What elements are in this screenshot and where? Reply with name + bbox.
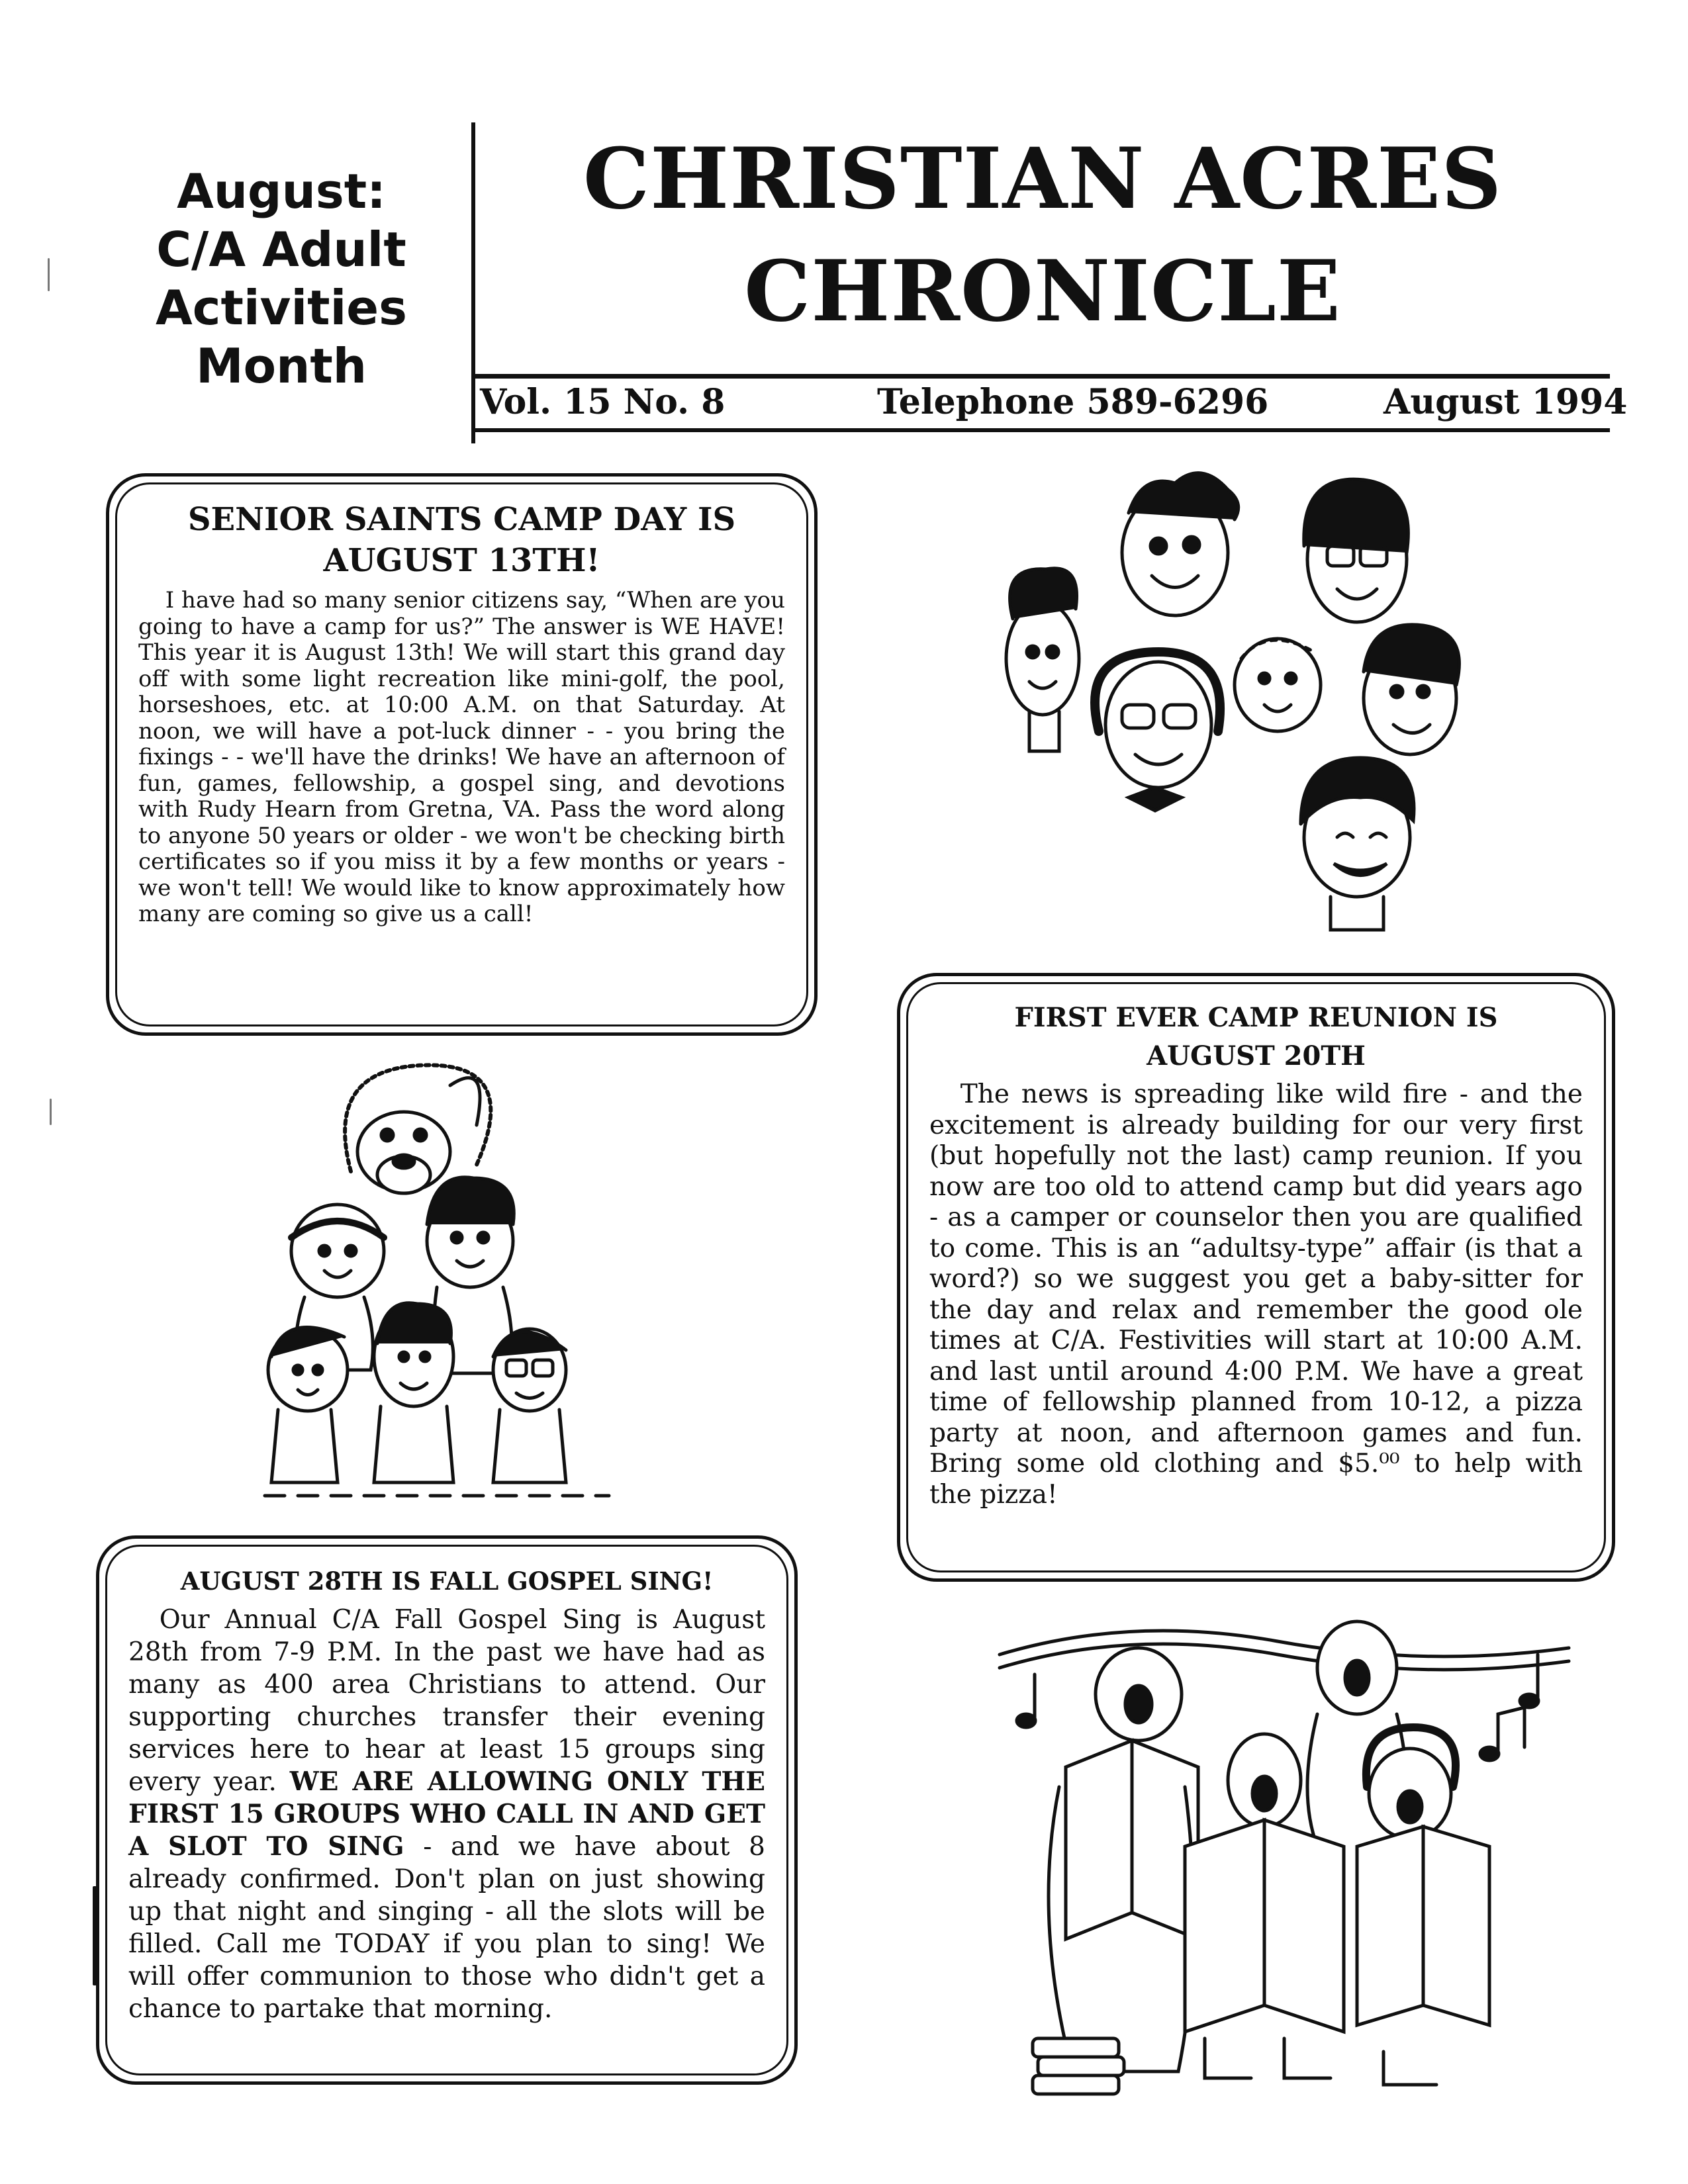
masthead-title-line: CHRISTIAN ACRES: [583, 130, 1503, 228]
article-senior-saints: [106, 473, 818, 1036]
article-body: [929, 1079, 1583, 1510]
scan-mark: [93, 1886, 97, 1985]
article-text: Our Annual C/A Fall Gospel Sing is August 28th from 7-9 P.M. In the past we have had as many as 400 area Christians to attend. Our supporting churches transfer their evening services here to hear at least 15 groups sing every year.: [128, 1605, 765, 1797]
kid-icon: [374, 1303, 453, 1482]
article-text: - and we have about 8 already confirmed. Don't plan on just showing up that night and singing - all the slots will be filled. Call me TODAY if you plan to sing! We will offer communion to those who didn't get a chance to partake that morning.: [128, 1832, 765, 2024]
face-icon: [1301, 758, 1414, 930]
book-stack-icon: [1033, 2038, 1124, 2094]
article-frame: [115, 482, 808, 1026]
side-note: [139, 162, 424, 395]
dog-icon: [345, 1065, 491, 1193]
article-paragraph: The news is spreading like wild fire - and the excitement is already building for our very first (but hopefully not the last) camp reunion. If you now are too old to attend camp but did years ago - as a camper or counselor then you are qualified to come. This is an “adultsy-type” affair (is that a word?) so we suggest you get a baby-sitter for the day and relax and remember the good ole times at C/A. Festivities will start at 10:00 A.M. and last until around 4:00 P.M. We have a great time of fellowship planned from 10-12, a pizza party at noon, and afternoon games and fun. Bring some old clothing and $5.⁰⁰ to help with the pizza!: [929, 1079, 1583, 1510]
article-body: [138, 588, 785, 928]
article-title-line: AUGUST 20TH: [1147, 1040, 1366, 1071]
face-icon: [1122, 473, 1239, 615]
article-paragraph: [128, 1604, 765, 2025]
article-camp-reunion: [897, 973, 1615, 1582]
article-gospel-sing: [96, 1535, 798, 2085]
face-icon: [1235, 639, 1321, 731]
music-staff-line: [1000, 1631, 1569, 1657]
article-frame: [105, 1545, 788, 2075]
cartoon-choir-illustration: [986, 1615, 1582, 2111]
scan-mark: [48, 258, 50, 291]
article-paragraph: I have had so many senior citizens say, “When are you going to have a camp for us?” The answer is WE HAVE! This year it is August 13th! We will start this grand day off with some light recreation like mini-golf, the pool, horseshoes, etc. at 10:00 A.M. on that Saturday. At noon, we will have a pot-luck dinner - - you bring the fixings - - we'll have the drinks! We have an afternoon of fun, games, fellowship, a gospel sing, and devotions with Rudy Hearn from Gretna, VA. Pass the word along to anyone 50 years or older - we won't be checking birth certificates so if you miss it by a few months or years - we won't tell! We would like to know approximately how many are coming so give us a call!: [138, 587, 785, 927]
article-frame: [906, 982, 1606, 1572]
side-note-line: August:: [177, 163, 386, 219]
face-icon: [1364, 625, 1459, 754]
volume-number: Vol. 15 No. 8: [480, 382, 726, 422]
article-title-line: SENIOR SAINTS CAMP DAY IS: [187, 501, 736, 538]
singer-icon: [1049, 1648, 1198, 2071]
masthead-title: [483, 122, 1602, 347]
article-title-line: FIRST EVER CAMP REUNION IS: [1014, 1002, 1498, 1033]
side-note-line: Activities: [156, 280, 407, 336]
telephone: Telephone 589-6296: [877, 382, 1269, 422]
scan-mark: [50, 1099, 52, 1125]
article-title: AUGUST 28TH IS FALL GOSPEL SING!: [180, 1567, 714, 1596]
masthead-title-line: CHRONICLE: [744, 242, 1341, 340]
article-title: [138, 499, 785, 581]
singer-icon: [1185, 1734, 1344, 2078]
face-icon: [1006, 569, 1079, 751]
side-note-line: C/A Adult: [156, 222, 406, 277]
masthead-divider: [471, 122, 475, 443]
face-icon: [1095, 652, 1220, 811]
side-note-line: Month: [195, 338, 367, 394]
issue-date: August 1994: [1383, 382, 1628, 422]
singer-icon: [1357, 1727, 1489, 2085]
cartoon-kids-illustration: [252, 1059, 622, 1509]
article-title: [929, 999, 1583, 1075]
article-title-line: AUGUST 13TH!: [323, 542, 600, 579]
kid-icon: [493, 1329, 566, 1482]
cartoon-faces-illustration: [986, 467, 1516, 936]
face-icon: [1304, 479, 1409, 622]
article-emphasis: WE ARE ALLOWING ONLY THE FIRST 15 GROUPS WHO CALL IN AND GET A SLOT TO SING: [128, 1766, 765, 1862]
article-body: [128, 1604, 765, 2025]
masthead-rule-bottom: [471, 428, 1610, 432]
kid-icon: [268, 1327, 348, 1482]
